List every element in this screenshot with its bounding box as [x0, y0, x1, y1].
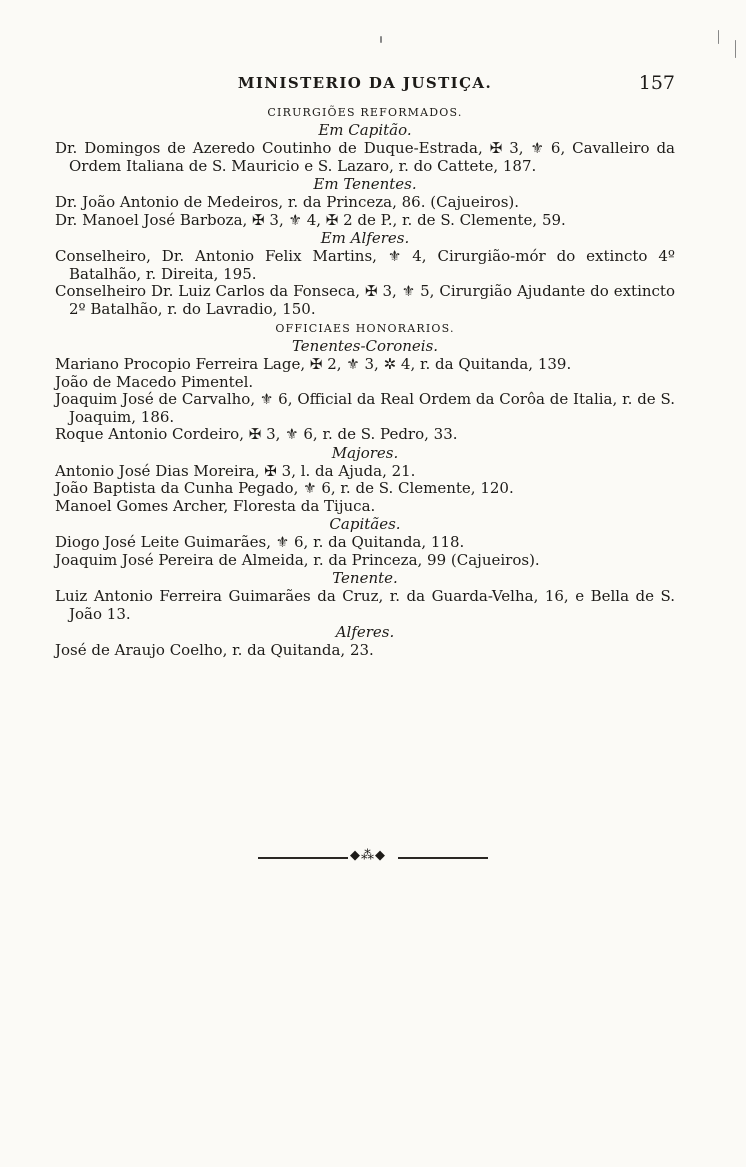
running-title: MINISTERIO DA JUSTIÇA.	[237, 74, 493, 92]
rank-subtitle: Em Tenentes.	[313, 175, 417, 193]
directory-entry: Diogo José Leite Guimarães, ⚜ 6, r. da Quitanda, 118.	[55, 533, 465, 551]
rank-subtitle: Tenente.	[332, 569, 398, 587]
rule-line-right	[398, 857, 488, 859]
rank-subtitle: Majores.	[331, 443, 399, 462]
directory-entry: Dr. Domingos de Azeredo Coutinho de Duque-Estrada, ✠ 3, ⚜ 6, Cavalleiro da Ordem Italiana de S. Mauricio e S. Lazaro, r. do Cattete, 187.	[55, 139, 675, 175]
closing-ornament-rule	[258, 848, 488, 863]
directory-entry: João de Macedo Pimentel.	[55, 372, 254, 391]
directory-entry: Roque Antonio Cordeiro, ✠ 3, ⚜ 6, r. de S. Pedro, 33.	[55, 425, 458, 443]
page-number: 157	[638, 72, 675, 94]
paper-speck	[735, 40, 736, 58]
section-title: OFFICIAES HONORARIOS.	[275, 322, 455, 335]
directory-entry: José de Araujo Coelho, r. da Quitanda, 23.	[55, 641, 374, 659]
rank-subtitle: Em Alferes.	[320, 229, 410, 247]
directory-entry: João Baptista da Cunha Pegado, ⚜ 6, r. de S. Clemente, 120.	[55, 479, 514, 497]
directory-entry: Mariano Procopio Ferreira Lage, ✠ 2, ⚜ 3, ✲ 4, r. da Quitanda, 139.	[55, 355, 572, 373]
rank-subtitle: Alferes.	[335, 623, 395, 641]
directory-entry: Antonio José Dias Moreira, ✠ 3, l. da Ajuda, 21.	[55, 461, 416, 480]
paper-speck	[718, 30, 719, 44]
directory-entry: Dr. João Antonio de Medeiros, r. da Princeza, 86. (Cajueiros).	[55, 193, 520, 211]
directory-entry: Dr. Manoel José Barboza, ✠ 3, ⚜ 4, ✠ 2 de P., r. de S. Clemente, 59.	[55, 210, 566, 229]
directory-entry: Conselheiro Dr. Luiz Carlos da Fonseca, ✠ 3, ⚜ 5, Cirurgião Ajudante do extincto 2º Batalhão, r. do Lavradio, 150.	[55, 282, 675, 318]
directory-entry: Conselheiro, Dr. Antonio Felix Martins, ⚜ 4, Cirurgião-mór do extincto 4º Batalhão, r. Direita, 195.	[55, 247, 675, 283]
section-title: CIRURGIÕES REFORMADOS.	[267, 106, 463, 119]
directory-entry: Joaquim José Pereira de Almeida, r. da Princeza, 99 (Cajueiros).	[55, 550, 540, 569]
paper-speck	[380, 36, 382, 43]
directory-entry: Manoel Gomes Archer, Floresta da Tijuca.	[55, 496, 376, 515]
rank-subtitle: Capitães.	[329, 515, 401, 533]
rank-subtitle: Em Capitão.	[318, 121, 412, 139]
directory-content	[55, 104, 675, 660]
rule-line-left	[258, 857, 348, 859]
directory-entry: Joaquim José de Carvalho, ⚜ 6, Official da Real Ordem da Corôa de Italia, r. de S. Joaquim, 186.	[55, 390, 675, 426]
rank-subtitle: Tenentes-Coroneis.	[291, 337, 439, 355]
page-body	[55, 72, 675, 660]
directory-entry: Luiz Antonio Ferreira Guimarães da Cruz, r. da Guarda-Velha, 16, e Bella de S. João 13.	[55, 587, 675, 623]
rule-ornament: ◆⁂◆	[350, 848, 386, 863]
page-header	[55, 72, 675, 102]
